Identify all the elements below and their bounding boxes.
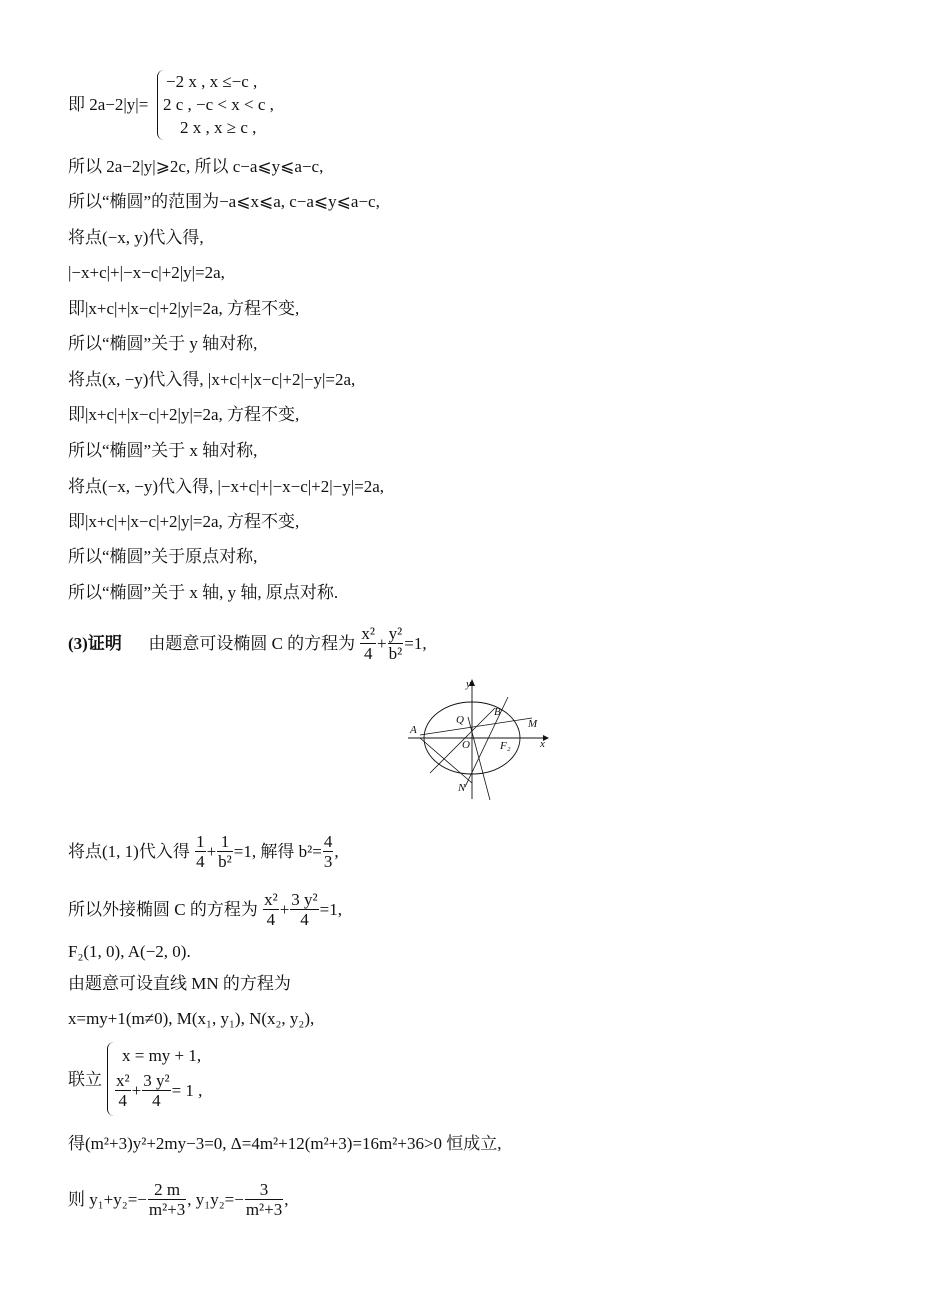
fraction-y2-over-b2: $\frac{\text{y²}}{\text{b²}}$ xyxy=(388,624,403,663)
label-x: x xyxy=(540,738,545,750)
label-f2: F₂ xyxy=(500,740,511,752)
proof-tail: =1, xyxy=(404,634,427,653)
line-21-prefix: 联立 xyxy=(68,1070,102,1089)
proof-label: (3)证明 xyxy=(68,634,122,653)
line-18: F₂(1, 0), A(−2, 0). xyxy=(68,942,191,961)
system-case-2: $\frac{\text{x²}}{4}$ + $\frac{\text{3 y²}}{4}$ = 1 , xyxy=(116,1071,203,1110)
piecewise-prefix: 即 2a−2|y|= xyxy=(68,95,149,114)
line-qn xyxy=(468,717,490,800)
ellipse-figure xyxy=(400,675,560,805)
line-10: 所以“椭圆”关于 x 轴对称, xyxy=(68,441,258,460)
fraction-3: $\frac{3}{\text{m²+3}}$ xyxy=(245,1180,283,1219)
fraction-1-over-4: $\frac{1}{4}$ xyxy=(196,832,205,871)
line-17: 所以外接椭圆 C 的方程为 $\frac{\text{x²}}{4}$ + $\frac{\text{3 y²}}{4}$ =1, xyxy=(68,890,342,929)
system-brace xyxy=(107,1042,114,1116)
line-23: 则 y₁+y₂=− $\frac{2 m}{\text{m²+3}}$ , y₁y₂=− $\frac{3}{\text{m²+3}}$ , xyxy=(68,1180,289,1219)
fraction-x2-over-4-b: $\frac{\text{x²}}{4}$ xyxy=(264,890,278,929)
proof-text: 由题意可设椭圆 C 的方程为 xyxy=(148,634,356,653)
case-1: −2 x , x ≤−c , xyxy=(166,72,258,91)
line-6: 即|x+c|+|x−c|+2|y|=2a, 方程不变, xyxy=(68,299,300,318)
line-11: 将点(−x, −y)代入得, |−x+c|+|−x−c|+2|−y|=2a, xyxy=(68,477,385,496)
line-16: 将点(1, 1)代入得 $\frac{1}{4}$ + $\frac{1}{\text{b²}}$ =1, 解得 b²= $\frac{4}{3}$ , xyxy=(68,832,339,871)
label-b: B xyxy=(494,706,501,718)
label-n: N xyxy=(458,782,466,794)
fraction-3y2-over-4: $\frac{\text{3 y²}}{4}$ xyxy=(291,890,318,929)
label-a: A xyxy=(410,724,417,736)
label-y: y xyxy=(466,678,471,690)
line-8: 将点(x, −y)代入得, |x+c|+|x−c|+2|−y|=2a, xyxy=(68,370,356,389)
line-15: (3)证明 由题意可设椭圆 C 的方程为 $\frac{\text{x²}}{4}$ + $\frac{\text{y²}}{\text{b²}}$ =1, xyxy=(68,624,427,663)
line-20: x=my+1(m≠0), M(x₁, y₁), N(x₂, y₂), xyxy=(68,1009,315,1028)
line-22: 得(m²+3)y²+2my−3=0, Δ=4m²+12(m²+3)=16m²+36>0 恒成立, xyxy=(68,1134,502,1153)
line-13: 所以“椭圆”关于原点对称, xyxy=(68,547,258,566)
equation-piecewise xyxy=(68,94,148,116)
line-5: |−x+c|+|−x−c|+2|y|=2a, xyxy=(68,263,225,282)
line-7: 所以“椭圆”关于 y 轴对称, xyxy=(68,334,258,353)
fraction-4-over-3: $\frac{4}{3}$ xyxy=(323,832,333,871)
line-3: 所以“椭圆”的范围为−a⩽x⩽a, c−a⩽y⩽a−c, xyxy=(68,192,380,211)
line-14: 所以“椭圆”关于 x 轴, y 轴, 原点对称. xyxy=(68,583,339,602)
line-9: 即|x+c|+|x−c|+2|y|=2a, 方程不变, xyxy=(68,405,300,424)
case-2: 2 c , −c < x < c , xyxy=(163,95,274,114)
line-12: 即|x+c|+|x−c|+2|y|=2a, 方程不变, xyxy=(68,512,300,531)
system-case-1: x = my + 1, xyxy=(122,1046,202,1065)
fraction-2m: $\frac{2 m}{\text{m²+3}}$ xyxy=(148,1180,186,1219)
fraction-x2-over-4: $\frac{\text{x²}}{4}$ xyxy=(361,624,376,663)
fraction-1-over-b2: $\frac{1}{\text{b²}}$ xyxy=(218,832,232,871)
label-m: M xyxy=(528,718,538,730)
label-o: O xyxy=(462,739,470,751)
line-4: 将点(−x, y)代入得, xyxy=(68,228,204,247)
line-2: 所以 2a−2|y|⩾2c, 所以 c−a⩽y⩽a−c, xyxy=(68,157,324,176)
case-3: 2 x , x ≥ c , xyxy=(180,118,257,137)
line-19: 由题意可设直线 MN 的方程为 xyxy=(68,974,291,993)
label-q: Q xyxy=(456,714,464,726)
